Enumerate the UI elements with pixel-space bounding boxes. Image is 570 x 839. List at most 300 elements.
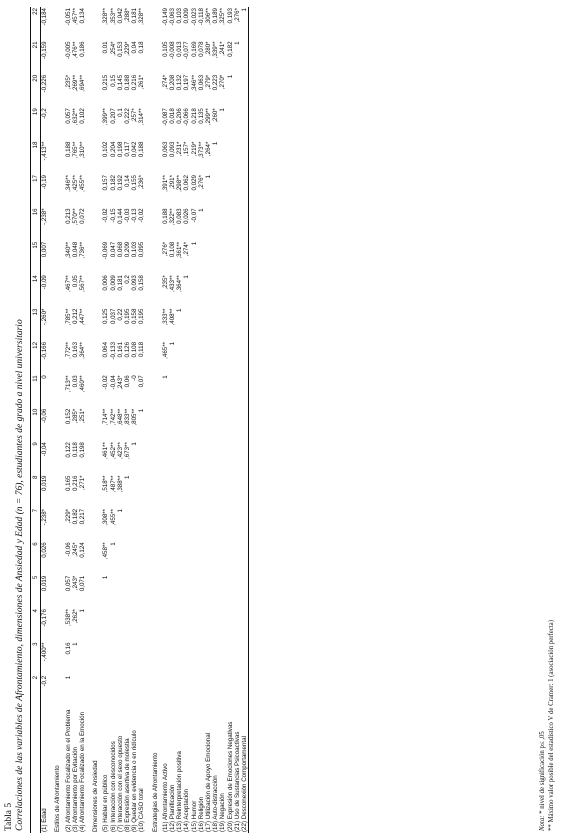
table-row [138,7,145,833]
row-label: (9) Quedar en evidencia o en ridículo [131,730,139,832]
table-cell [183,641,190,674]
table-cell [198,675,205,708]
table-cell [227,141,234,174]
table-cell [191,475,198,508]
table-cell: -0,04 [109,375,117,390]
note-significance [538,11,547,831]
table-cell: 0,126 [124,341,132,358]
table-cell [241,241,249,274]
table-cell [212,675,219,708]
table-cell: 0,15 [109,74,117,87]
table-cell [227,575,234,608]
table-cell [162,575,169,608]
table-cell: ,322** [169,208,177,226]
row-label: (12) Planificación [169,784,177,832]
table-cell: 0,157 [102,175,110,191]
column-header: 13 [31,308,41,341]
table-cell: ,765** [71,141,79,159]
table-cell: -0,118 [197,8,205,26]
table-cell [72,675,79,708]
table-cell [138,441,145,474]
table-cell: 0,193 [226,8,234,24]
table-cell [234,74,241,107]
table-cell [234,274,241,307]
table-cell: 0,071 [79,575,87,592]
table-cell [219,308,226,341]
table-cell: 0,042 [116,8,124,24]
table-row [124,7,131,833]
table-cell [205,207,212,240]
table-cell [138,641,145,674]
table-cell: 0,195 [138,308,146,325]
table-row [131,7,138,833]
section-title: Estilos de Afrontamiento [54,765,62,832]
table-cell [176,575,183,608]
table-cell [205,308,212,341]
table-row [41,7,49,833]
table-cell: 0,093 [169,141,177,158]
table-cell: ,425** [71,175,79,192]
table-cell [234,141,241,174]
table-cell: 0,163 [71,341,79,358]
table-cell [162,475,169,508]
table-cell [234,207,241,240]
table-cell [227,441,234,474]
table-cell: 0,105 [161,41,169,57]
row-label: (8) Expresión asertiva de molestia [124,738,132,832]
table-cell: ,538** [64,609,72,626]
table-cell: 1 [79,609,87,613]
table-cell [138,541,145,574]
table-cell: -0,149 [161,8,169,26]
table-cell [131,608,138,641]
table-cell: 0,062 [183,175,191,191]
table-cell [183,374,190,407]
table-cell [234,475,241,508]
table-cell [102,675,109,708]
table-cell [191,608,198,641]
table-cell [241,107,249,140]
table-cell [241,508,249,541]
table-cell [183,541,190,574]
table-cell [212,508,219,541]
table-cell: 0,135 [197,108,205,124]
table-cell: 1 [64,675,72,680]
table-cell [234,107,241,140]
table-cell [169,641,176,674]
row-label: (2) Afrontamiento Focalizado en el Problema [64,709,72,832]
table-cell [212,174,219,207]
table-cell [198,341,205,374]
table-cell: ,364** [79,341,87,359]
table-cell: ,673** [124,442,132,459]
table-cell [212,374,219,407]
table-cell [219,508,226,541]
section-title: Dimensiones de Ansiedad [92,760,100,832]
table-row [219,7,226,833]
table-cell: ,235* [64,74,72,90]
table-cell [191,408,198,441]
table-cell [110,675,117,708]
table-cell: 0,188 [124,74,132,91]
table-cell: ,346** [64,175,72,192]
table-notes [538,11,556,831]
table-cell [176,475,183,508]
table-cell: 1 [102,575,110,580]
table-cell [205,374,212,407]
table-cell [219,641,226,674]
table-cell: 0,198 [79,442,87,458]
table-cell: 1 [124,475,132,479]
table-cell [205,274,212,307]
section-header-row [48,7,64,833]
table-cell: ,567** [79,275,87,293]
table-cell [176,508,183,541]
table-cell: -0,04 [41,442,49,457]
table-cell [227,475,234,508]
table-cell [176,675,183,708]
table-cell: 0,186 [79,41,87,57]
table-cell: ,229* [124,41,132,56]
column-header: 10 [31,408,41,441]
table-cell: 0,007 [41,241,49,258]
table-cell: ,433** [169,275,177,293]
table-cell: ,270* [219,74,227,90]
table-cell: 1 [197,208,205,212]
column-header-row [31,7,41,833]
table-cell [205,408,212,441]
table-cell: -0,077 [183,41,191,59]
table-cell [162,541,169,574]
table-cell [169,441,176,474]
table-cell [219,575,226,608]
table-cell [162,508,169,541]
table-cell [110,608,117,641]
table-row [117,7,124,833]
table-cell [205,541,212,574]
table-cell: 0,188 [161,208,169,224]
table-row [79,7,86,833]
table-cell [124,575,131,608]
table-row [183,7,190,833]
table-cell: ,457** [71,8,79,25]
table-cell: 0,05 [71,275,79,288]
table-cell: ,157* [183,141,191,157]
table-cell [176,541,183,574]
table-cell: ,340** [64,241,72,259]
column-header: 2 [31,675,41,708]
table-cell: 0,102 [79,108,87,124]
table-cell: 0,108 [169,241,177,258]
table-cell: ,399** [102,108,110,126]
table-cell [227,207,234,240]
table-cell: -,400** [41,642,49,662]
section-header-row [86,7,102,833]
table-cell [212,308,219,341]
table-cell: 1 [131,442,139,446]
table-cell: ,339** [212,41,220,59]
table-cell [102,608,109,641]
row-label: (14) Aceptación [183,789,191,832]
table-cell [234,174,241,207]
row-label: (16) Religión [197,796,205,832]
column-header: 14 [31,274,41,307]
table-cell [176,608,183,641]
table-cell: ,713** [64,375,72,393]
column-header: 22 [31,7,41,40]
table-cell: -0,226 [41,74,49,93]
table-cell: 0,222 [124,108,132,124]
table-cell [241,274,249,307]
column-header: 8 [31,475,41,508]
table-cell [198,241,205,274]
table-cell [162,675,169,708]
table-cell: 1 [116,508,124,513]
note-cramer: ** Máximo valor posible del estadístico V de Cramer: 1 (asociación perfecta) [548,620,555,831]
table-cell [198,408,205,441]
table-cell: -0,133 [109,341,117,360]
table-cell [124,608,131,641]
column-header: 6 [31,541,41,574]
table-cell: 0,206 [176,108,184,124]
table-cell: ,245* [71,542,79,557]
table-cell [191,341,198,374]
table-cell [198,641,205,674]
note-text: * nivel de significación p≤ ,05 [539,731,546,814]
table-cell: 0,216 [71,475,79,491]
table-body [41,7,249,833]
table-cell: 1 [109,542,117,546]
table-cell: -,238* [41,208,49,225]
table-cell [117,575,124,608]
table-cell: 0,18 [138,41,146,54]
table-cell [205,641,212,674]
table-cell: 0,197 [183,74,191,91]
table-cell [198,374,205,407]
table-cell [219,141,226,174]
table-cell: 1 [212,141,220,146]
table-cell [219,675,226,708]
table-cell [191,308,198,341]
table-cell: 0,063 [197,74,205,91]
table-cell: ,298** [176,175,184,192]
table-cell: 0,144 [116,208,124,224]
table-cell [138,608,145,641]
table-cell: ,261* [138,74,146,90]
table-cell [227,374,234,407]
table-cell: ,308** [102,508,110,526]
table-cell [241,374,249,407]
table-cell: 0,14 [124,175,132,188]
table-cell [124,541,131,574]
table-cell: -0,02 [102,208,110,223]
table-cell: ,299** [205,108,213,126]
table-cell: 0,03 [71,375,79,388]
table-cell: 0,029 [190,175,198,191]
table-cell: 0,093 [131,275,139,291]
table-cell: ,346** [190,74,198,92]
table-cell: ,353** [109,8,117,25]
table-cell: ,243* [116,375,124,390]
column-header: 16 [31,207,41,240]
table-cell: 0,2 [124,275,132,284]
table-cell [183,408,190,441]
table-cell [131,508,138,541]
table-cell: 0,195 [124,308,132,325]
table-cell: 0,182 [109,175,117,191]
table-cell: ,455** [79,175,87,192]
table-cell: ,833** [124,408,132,426]
table-cell: ,736** [79,241,87,259]
table-cell: 1 [190,241,198,246]
table-cell: ,264* [205,141,213,157]
table-cell [124,641,131,674]
table-cell [117,675,124,708]
table-cell: 0,083 [176,208,184,224]
table-cell: ,333** [161,308,169,326]
table-cell [205,508,212,541]
table-cell [219,341,226,374]
row-label: (4) Afrontamiento Focalizado en la Emoción [79,711,87,832]
table-cell [241,308,249,341]
table-cell: 0,018 [169,108,177,124]
table-cell: -0,005 [64,41,72,59]
table-cell [227,107,234,140]
table-cell [205,341,212,374]
table-cell: -,260* [41,308,49,326]
table-cell: 0,189 [212,8,220,24]
table-cell [138,575,145,608]
table-cell: ,243* [71,575,79,591]
table-cell [241,475,249,508]
table-cell: 0,057 [64,575,72,592]
table-cell: ,487** [109,475,117,493]
table-cell: ,276* [233,8,241,23]
table-cell: 1 [138,408,146,413]
table-cell: ,772** [64,341,72,359]
table-cell: ,310** [79,141,87,159]
table-cell: ,742** [109,408,117,426]
table-cell: ,455** [109,508,117,526]
table-cell [79,675,86,708]
table-cell [227,608,234,641]
table-cell: ,785** [64,308,72,326]
table-cell [169,608,176,641]
table-cell: ,476** [71,41,79,59]
table-cell: ,408** [169,308,177,326]
table-cell [176,641,183,674]
table-cell [234,608,241,641]
table-cell: -0,2 [41,108,49,119]
table-number: Tabla 5 [4,802,14,831]
table-cell [241,441,249,474]
table-cell: 0,153 [116,41,124,57]
table-cell: -0,166 [41,341,49,360]
table-row [191,7,198,833]
table-cell [241,174,249,207]
table-cell [219,408,226,441]
table-cell: ,291* [169,175,177,190]
table-cell: 0,158 [131,308,139,325]
table-cell: 1 [169,341,177,346]
table-cell: ,231* [176,141,184,157]
table-cell: 1 [219,108,227,112]
row-label: (20) Expresión de Emociones Negativas [226,721,234,832]
table-cell: 0,122 [64,442,72,458]
table-cell [227,341,234,374]
table-cell [219,174,226,207]
table-cell: 0,217 [79,508,87,525]
table-cell [219,374,226,407]
table-cell [241,541,249,574]
table-cell [219,207,226,240]
table-cell: 0,165 [64,475,72,491]
table-cell [241,141,249,174]
table-cell: ,260* [212,108,220,123]
table-cell: 0,181 [116,275,124,291]
table-cell [219,541,226,574]
table-cell [169,374,176,407]
table-cell: ,229* [64,508,72,524]
table-cell [234,575,241,608]
table-cell [198,308,205,341]
table-cell [162,441,169,474]
table-cell: ,364** [176,275,184,293]
table-cell: 0,103 [131,241,139,258]
note-prefix: Nota: [539,815,546,831]
table-cell: 1 [241,7,249,40]
table-cell: 0,013 [176,41,184,57]
table-cell [212,475,219,508]
table-row [227,7,234,833]
section-header-row [146,7,162,833]
table-cell: ,236* [138,175,146,190]
table-cell: 0,124 [79,542,87,558]
table-cell: 0,198 [116,141,124,158]
table-cell [241,408,249,441]
table-cell [176,374,183,407]
table-cell: ,518** [102,475,110,493]
table-cell: 0,026 [41,542,49,558]
table-cell [191,675,198,708]
table-cell: ,306** [205,8,213,25]
table-cell [205,241,212,274]
table-cell [234,641,241,674]
table-cell: 0,04 [131,41,139,54]
table-cell: -0,159 [41,41,49,59]
table-cell: -0,184 [41,8,49,26]
table-cell: 0,134 [79,8,87,24]
table-cell [227,174,234,207]
table-cell [241,608,249,641]
column-header: 15 [31,241,41,274]
table-cell [234,441,241,474]
table-cell [183,575,190,608]
table-cell [138,508,145,541]
column-header: 7 [31,508,41,541]
table-cell: -0,03 [124,208,132,223]
table-cell: ,276* [197,175,205,190]
table-cell: ,648** [116,408,124,426]
table-cell: 0,047 [109,241,117,258]
column-header: 9 [31,441,41,474]
row-label: (17) Utilización de Apoyo Emocional [205,732,213,832]
table-cell: 0,16 [64,642,72,655]
table-cell [227,675,234,708]
table-row [65,7,72,833]
table-cell: ,391** [161,175,169,192]
table-cell: 0,009 [109,275,117,291]
